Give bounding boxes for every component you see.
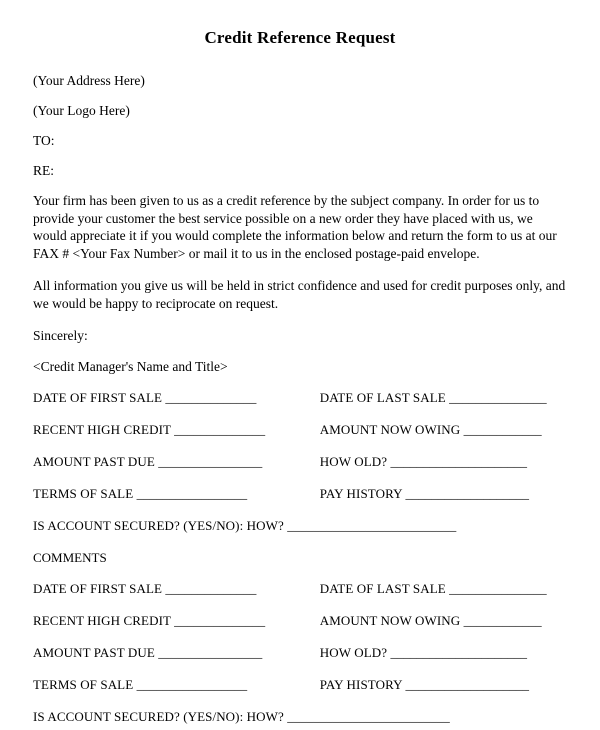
form-row <box>33 517 567 534</box>
field-blank-line: ___________________ <box>405 486 529 501</box>
field-label: DATE OF FIRST SALE <box>33 390 166 405</box>
form-field-pay-history <box>320 485 567 502</box>
field-blank-line: ______________ <box>165 581 257 596</box>
field-label: HOW OLD? <box>319 454 391 469</box>
form-field-how-old-2 <box>320 644 567 661</box>
form-row <box>33 453 567 470</box>
field-label: TERMS OF SALE <box>33 677 137 692</box>
to-label: TO: <box>33 133 55 148</box>
form-field-amount-now-owing <box>320 421 567 438</box>
form-row <box>33 580 567 597</box>
field-blank-line: ________________ <box>158 454 263 469</box>
field-blank-line: ______________ <box>174 613 266 628</box>
form-row <box>33 485 567 502</box>
logo-placeholder: (Your Logo Here) <box>33 103 130 118</box>
form-field-terms-of-sale-2 <box>33 676 320 693</box>
field-blank-line: _________________________ <box>287 709 450 724</box>
field-label: RECENT HIGH CREDIT <box>33 422 175 437</box>
field-label: IS ACCOUNT SECURED? (YES/NO): HOW? <box>33 518 288 533</box>
form-row <box>33 676 567 693</box>
field-blank-line: __________________________ <box>287 518 457 533</box>
confidence-paragraph: All information you give us will be held in strict confidence and used for credit purposes only, and we would be happy to reciprocate on request. <box>33 278 566 311</box>
form-field-how-old <box>320 453 567 470</box>
field-blank-line: ____________ <box>463 422 542 437</box>
field-label: AMOUNT PAST DUE <box>33 454 159 469</box>
field-label: AMOUNT NOW OWING <box>319 422 464 437</box>
form-row <box>33 389 567 406</box>
form-field-account-secured <box>33 517 567 534</box>
form-row <box>33 421 567 438</box>
field-label: AMOUNT PAST DUE <box>33 645 159 660</box>
form-field-date-first-sale-2 <box>33 580 320 597</box>
form-field-date-last-sale-2 <box>320 580 567 597</box>
field-label: HOW OLD? <box>319 645 391 660</box>
field-blank-line: _____________________ <box>390 645 527 660</box>
field-label: DATE OF FIRST SALE <box>33 581 166 596</box>
field-blank-line: _________________ <box>136 677 248 692</box>
field-label: TERMS OF SALE <box>33 486 137 501</box>
form-field-account-secured-2 <box>33 708 567 725</box>
form-row <box>33 708 567 725</box>
field-blank-line: ______________ <box>174 422 266 437</box>
intro-paragraph: Your firm has been given to us as a credit reference by the subject company. In order for us to provide your customer the best service possible on a new order they have placed with us, we would appreciate it if you would complete the information below and return the form to us at our FAX # <Your Fax Number> or mail it to us in the enclosed postage-paid envelope. <box>33 193 557 261</box>
field-label: PAY HISTORY <box>319 486 406 501</box>
field-blank-line: _________________ <box>136 486 248 501</box>
field-blank-line: _______________ <box>449 581 547 596</box>
form-field-pay-history-2 <box>320 676 567 693</box>
re-label: RE: <box>33 163 55 178</box>
field-blank-line: ________________ <box>158 645 263 660</box>
field-label: IS ACCOUNT SECURED? (YES/NO): HOW? <box>33 709 288 724</box>
form-field-terms-of-sale <box>33 485 320 502</box>
sincerely-label: Sincerely: <box>33 328 88 343</box>
field-label: RECENT HIGH CREDIT <box>33 613 175 628</box>
field-label: PAY HISTORY <box>319 677 406 692</box>
address-placeholder: (Your Address Here) <box>33 73 145 88</box>
field-blank-line: _____________________ <box>390 454 527 469</box>
form-field-date-last-sale <box>320 389 567 406</box>
form-field-amount-now-owing-2 <box>320 612 567 629</box>
form-field-recent-high-credit-2 <box>33 612 320 629</box>
form-field-date-first-sale <box>33 389 320 406</box>
signature-placeholder: <Credit Manager's Name and Title> <box>33 359 228 374</box>
comments-label: COMMENTS <box>33 550 107 565</box>
field-label: DATE OF LAST SALE <box>319 581 450 596</box>
field-label: AMOUNT NOW OWING <box>319 613 464 628</box>
form-row <box>33 644 567 661</box>
field-label: DATE OF LAST SALE <box>319 390 450 405</box>
form-field-recent-high-credit <box>33 421 320 438</box>
field-blank-line: ______________ <box>165 390 257 405</box>
field-blank-line: ___________________ <box>405 677 529 692</box>
field-blank-line: ____________ <box>463 613 542 628</box>
page-title: Credit Reference Request <box>204 28 396 47</box>
form-row <box>33 612 567 629</box>
field-blank-line: _______________ <box>449 390 547 405</box>
form-field-amount-past-due-2 <box>33 644 320 661</box>
form-field-amount-past-due <box>33 453 320 470</box>
